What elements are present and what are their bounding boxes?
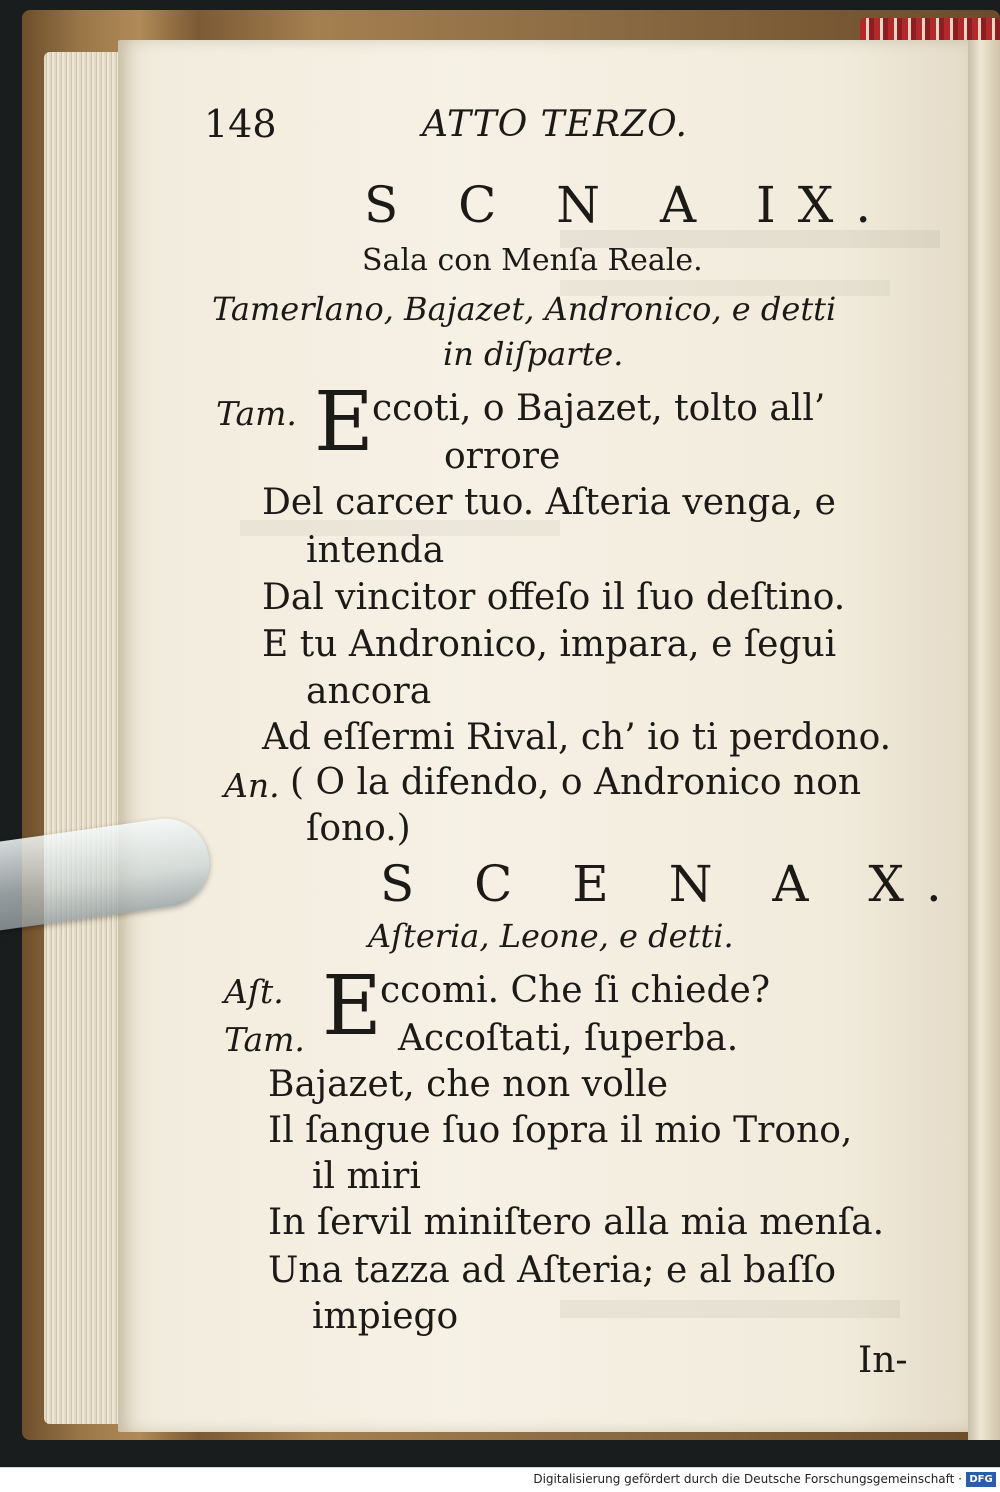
catchword: In- bbox=[858, 1340, 908, 1381]
verse-line: ancora bbox=[306, 671, 432, 712]
verse-line: orrore bbox=[444, 436, 561, 477]
verse-line: ccomi. Che ſi chiede? bbox=[380, 970, 771, 1011]
speaker-label: An. bbox=[224, 766, 280, 805]
verse-line: ccoti, o Bajazet, tolto all’ bbox=[372, 388, 826, 429]
scene-9-title: S C N A IX. bbox=[364, 176, 894, 234]
verse-line: Bajazet, che non volle bbox=[268, 1064, 669, 1105]
drop-cap: E bbox=[322, 959, 382, 1054]
speaker-label: Aſt. bbox=[224, 972, 284, 1011]
scene-10-title: S C E N A X. bbox=[380, 855, 964, 913]
speaker-label: Tam. bbox=[224, 1020, 305, 1059]
verse-line: ſono.) bbox=[306, 808, 411, 849]
running-title: ATTO TERZO. bbox=[422, 104, 688, 145]
show-through-mark bbox=[560, 1300, 900, 1318]
dfg-logo: DFG bbox=[966, 1472, 996, 1487]
verse-line: Del carcer tuo. Aſteria venga, e bbox=[262, 482, 836, 523]
verse-line: Ad eſſermi Rival, ch’ io ti perdono. bbox=[262, 717, 892, 758]
facing-page-edge bbox=[968, 40, 1000, 1440]
speaker-label: Tam. bbox=[216, 394, 297, 433]
funding-credit: Digitalisierung gefördert durch die Deutsche Forschungsgemeinschaft · bbox=[533, 1472, 962, 1486]
verse-line: intenda bbox=[306, 530, 445, 571]
verse-line: Dal vincitor offeſo il ſuo deſtino. bbox=[262, 577, 846, 618]
verse-line: Una tazza ad Aſteria; e al baſſo bbox=[268, 1250, 837, 1291]
verse-line: il miri bbox=[312, 1156, 421, 1197]
verse-line: Accoſtati, ſuperba. bbox=[398, 1018, 739, 1059]
scene-10-cast: Aſteria, Leone, e detti. bbox=[368, 917, 734, 955]
drop-cap: E bbox=[314, 375, 374, 470]
verse-line: In ſervil miniſtero alla mia menſa. bbox=[268, 1202, 885, 1243]
page-number: 148 bbox=[204, 102, 277, 146]
scene-9-setting: Sala con Menſa Reale. bbox=[362, 243, 703, 278]
footer-bar bbox=[0, 1467, 1000, 1492]
scene-9-cast-continued: in diſparte. bbox=[443, 335, 624, 373]
verse-line: E tu Andronico, impara, e ſegui bbox=[262, 624, 837, 665]
scene-9-cast: Tamerlano, Bajazet, Andronico, e detti bbox=[212, 290, 837, 328]
verse-line: ( O la difendo, o Andronico non bbox=[290, 762, 862, 803]
verse-line: Il ſangue ſuo ſopra il mio Trono, bbox=[268, 1110, 853, 1151]
verse-line: impiego bbox=[312, 1296, 459, 1337]
